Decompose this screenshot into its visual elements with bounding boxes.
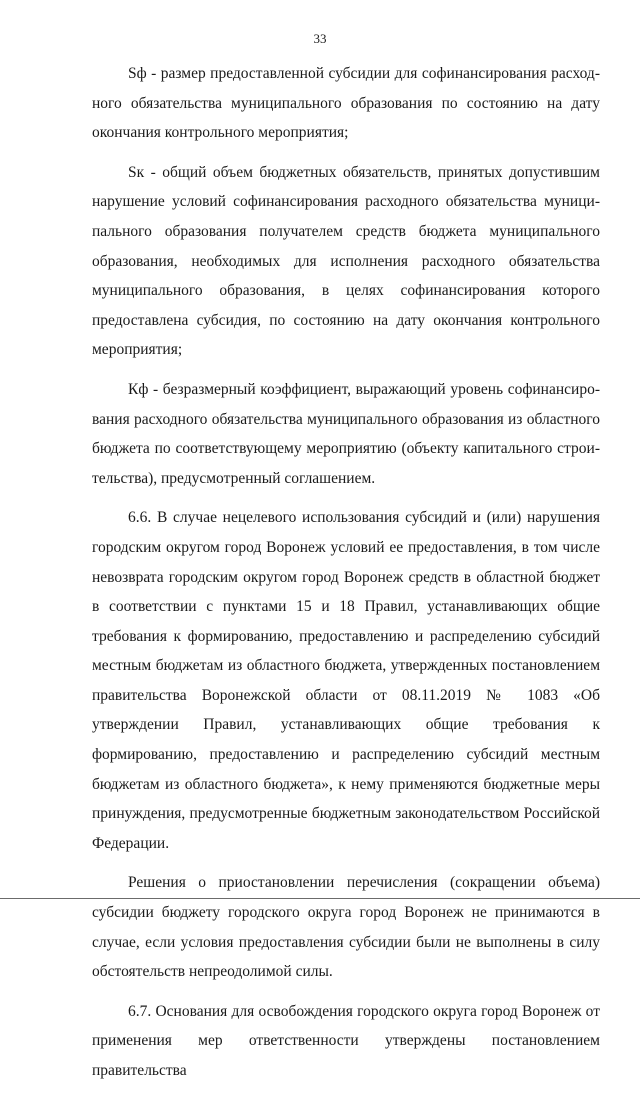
paragraph-sk-definition: Sк - общий объем бюджетных обязательств, принятых допустившим нарушение условий софинансирования расходного обязательства муниципального образования получателем средств бюджета муниципального образования, необходимых для исполнения расходного обязательства муниципального образования, в целях софинансирования которого предоставлена субсидия, по состоянию на дату окончания контрольного мероприятия; <box>92 163 600 359</box>
paragraph-kf-definition: Кф - безразмерный коэффициент, выражающий уровень софинансирования расходного обязательства муниципального образования из областного бюджета по соответствующему мероприятию (объекту капитального строительства), предусмотренный соглашением. <box>92 380 600 487</box>
paragraph-sf-definition: Sф - размер предоставленной субсидии для софинансирования расходного обязательства муниципального образования по состоянию на дату окончания контрольного мероприятия; <box>92 65 600 142</box>
bottom-divider <box>0 898 640 899</box>
paragraph-suspension-decisions: Решения о приостановлении перечисления (сокращении объема) субсидии бюджету городского округа город Воронеж не принимаются в случае, если условия предоставления субсидии были не выполнены в силу обстоятельств непреодолимой силы. <box>92 874 600 981</box>
paragraph-section-6-6: 6.6. В случае нецелевого использования субсидий и (или) нарушения городским округом город Воронеж условий ее предоставления, в том числе невозврата городским округом город Воронеж средств в областной бюджет в соответствии с пунктами 15 и 18 Правил, устанавливающих общие требования к формированию, предоставлению и распределению субсидий местным бюджетам из областного бюджета, утвержденных постановлением правительства Воронежской области от 08.11.2019 № 1083 «Об утверждении Правил, устанавливающих общие требования к формированию, предоставлению и распределению субсидий местным бюджетам из областного бюджета», к нему применяются бюджетные меры принуждения, предусмотренные бюджетным законодательством Российской Федерации. <box>92 509 600 852</box>
document-body <box>92 59 600 1096</box>
page-number: 33 <box>313 31 327 46</box>
paragraph-section-6-7: 6.7. Основания для освобождения городского округа город Воронеж от применения мер ответственности утверждены постановлением правительства <box>92 1002 600 1079</box>
